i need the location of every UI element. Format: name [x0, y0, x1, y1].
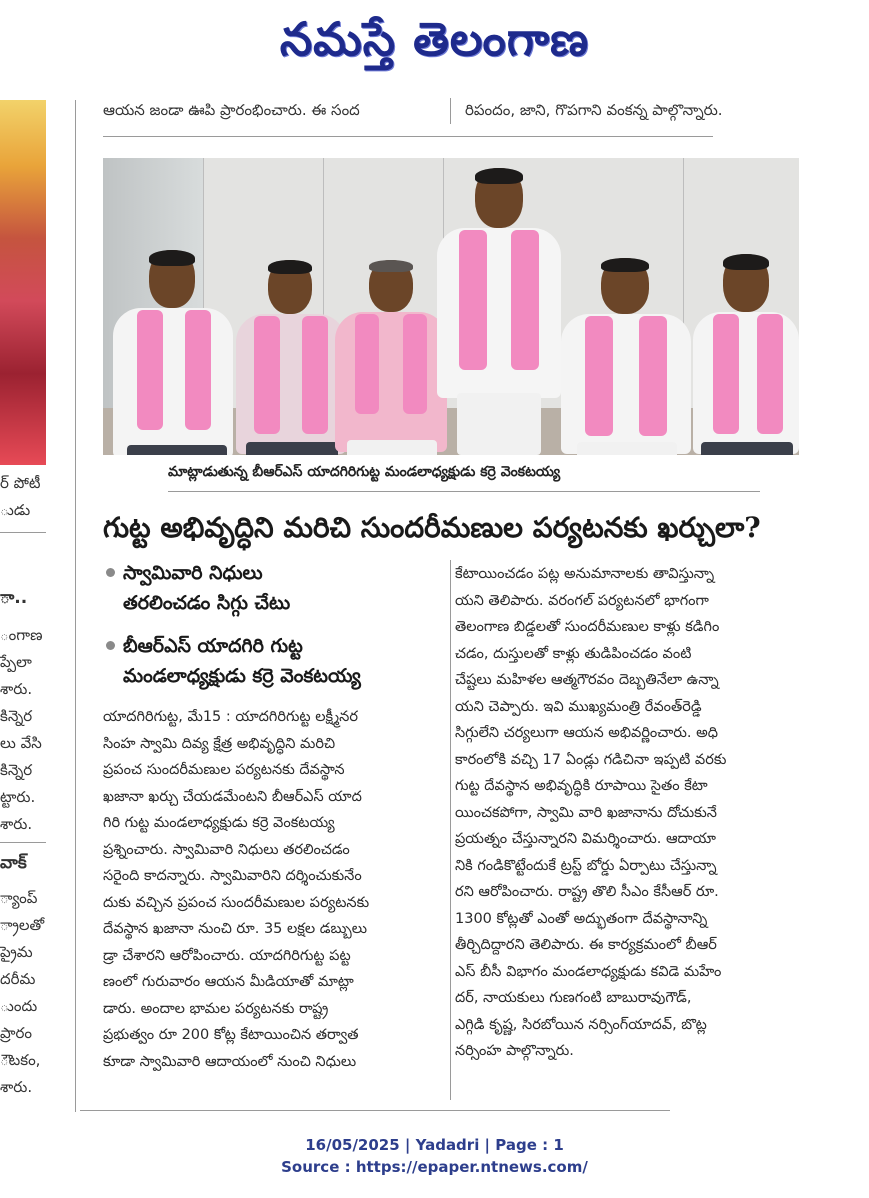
article-snippet-left: ఆయన జండా ఊపి ప్రారంభించారు. ఈ సంద: [103, 101, 360, 119]
body-line: యించకపోగా, స్వామి వారి ఖజానాను దోచుకునే: [455, 804, 717, 821]
left-column-text: శారు.: [0, 680, 33, 698]
bullet-dot: [106, 568, 115, 577]
footer-source-line: Source : https://epaper.ntnews.com/: [281, 1158, 588, 1176]
left-column-divider: [0, 532, 46, 533]
body-line: సిగ్గులేని చర్యలుగా ఆయన అభివర్ణించారు. అధి: [455, 725, 718, 741]
subhead-line: మండలాధ్యక్షుడు కర్రె వెంకటయ్య: [123, 665, 361, 687]
body-line: తెలంగాణ బిడ్డలతో సుందరీమణుల కాళ్లు కడిగిం: [455, 619, 720, 635]
subhead-line: తరలించడం సిగ్గు చేటు: [123, 592, 291, 614]
left-column-text: శారు.: [0, 1078, 33, 1096]
body-line: ఎస్ బీసీ విభాగం మండలాధ్యక్షుడు కవిడె మహేం: [455, 963, 722, 980]
body-line: ప్రశ్నించారు. స్వామివారి నిధులు తరలించడం: [103, 841, 350, 858]
body-line: 1300 కోట్లతో ఎంతో అద్భుతంగా దేవస్థానాన్ని: [455, 910, 708, 927]
left-column-text: ంగాణ: [0, 626, 43, 644]
left-column-heading: ా..: [0, 588, 28, 608]
body-line: కారంలోకి వచ్చి 17 ఏండ్లు గడిచినా ఇప్పటి వరకు: [455, 751, 727, 768]
body-line: నర్సింహ పాల్గొన్నారు.: [455, 1043, 574, 1059]
left-column-text: ప్పేలా: [0, 653, 32, 671]
footer-date-line: 16/05/2025 | Yadadri | Page : 1: [305, 1136, 564, 1154]
body-line: ఎగ్గిడి కృష్ణ, సిరబోయిన నర్సింగ్‌యాదవ్, బొట్ల: [455, 1016, 707, 1033]
body-line: చడం, దుస్తులతో కాళ్లు తుడిపించడం వంటి: [455, 645, 692, 662]
left-column-text: ప్రైమ: [0, 943, 33, 961]
article-headline: గుట్ట అభివృద్ధిని మరిచి సుందరీమణుల పర్యటనకు ఖర్చులా?: [103, 511, 761, 544]
left-column-text: లు వేసి: [0, 734, 42, 752]
subhead-line: బీఆర్ఎస్ యాదగిరి గుట్ట: [123, 635, 303, 657]
section-divider: [103, 136, 713, 137]
left-column-text: కిన్నెర: [0, 761, 33, 779]
left-column-text: ప్రారం: [0, 1024, 32, 1042]
subhead-bullet: [123, 631, 453, 691]
body-line: చేష్టలు మహిళల ఆత్మగౌరవం దెబ్బతినేలా ఉన్నా: [455, 672, 719, 688]
left-column-text: శారు.: [0, 815, 33, 833]
body-line: దుకు వచ్చిన ప్రపంచ సుందరీమణుల పర్యటనకు: [103, 894, 370, 911]
column-divider: [450, 560, 451, 1100]
left-column-text: ట్టారు.: [0, 788, 36, 806]
body-line: ప్రభుత్వం రూ 200 కోట్ల కేటాయించిన తర్వాత: [103, 1027, 359, 1043]
left-column-lines-a: [0, 622, 46, 838]
body-line: దేవస్థాన ఖజానా నుంచి రూ. 35 లక్షల డబ్బులు: [103, 921, 368, 937]
column-divider: [450, 98, 451, 124]
left-column-text: ్రాలతో: [0, 916, 45, 934]
body-line: ఖజానా ఖర్చు చేయడమేంటని బీఆర్ఎస్ యాద: [103, 788, 362, 805]
left-column-text: ర్ పోటీ: [0, 474, 41, 492]
body-line: సరైంది కాదన్నారు. స్వామివారిని దర్శించుకునేం: [103, 868, 362, 884]
left-column-lines-b: [0, 885, 46, 1101]
left-column-heading: వాక్: [0, 853, 27, 873]
body-line: ప్రయత్నం చేస్తున్నారని విమర్శించారు. ఆదాయా: [455, 831, 716, 847]
body-line: యాదగిరిగుట్ట, మే15 : యాదగిరిగుట్ట లక్ష్మీనర: [103, 709, 358, 725]
body-line: డారు. అందాల భామల పర్యటనకు రాష్ట్ర: [103, 1000, 329, 1017]
body-line: నికి గండికొట్టేందుకే ట్రస్ట్ బోర్డు ఏర్పాటు చేస్తున్నా: [455, 857, 717, 874]
article-body-left: [103, 704, 443, 1075]
body-line: సింహ స్వామి దివ్య క్షేత్ర అభివృద్ధిని మరిచి: [103, 735, 336, 752]
left-column-text: ుందు: [0, 997, 38, 1015]
caption-divider: [168, 491, 760, 492]
left-column-photo: [0, 100, 46, 465]
article-body-right: [455, 561, 800, 1065]
body-line: రని ఆరోపించారు. రాష్ట్ర తొలి సీఎం కేసీఆర్ రూ.: [455, 884, 719, 900]
left-column-divider: [0, 842, 46, 843]
subhead-bullet: [123, 558, 443, 618]
body-line: ణంలో గురువారం ఆయన మీడియాతో మాట్లా: [103, 974, 354, 990]
subhead-line: స్వామివారి నిధులు: [123, 562, 263, 584]
body-line: కూడా స్వామివారి ఆదాయంలో నుంచి నిధులు: [103, 1053, 357, 1070]
left-column-text: ుడు: [0, 501, 31, 519]
body-line: యని చెప్పారు. ఇవి ముఖ్యమంత్రి రేవంత్‌రెడ్డి: [455, 698, 702, 715]
body-line: కేటాయించడం పట్ల అనుమానాలకు తావిస్తున్నా: [455, 566, 715, 582]
left-column-text: దరీమ: [0, 970, 36, 988]
newspaper-masthead: నమస్తే తెలంగాణ: [279, 12, 590, 66]
news-photo: [103, 158, 799, 455]
body-line: తీర్చిదిద్దారని తెలిపారు. ఈ కార్యక్రమంలో బీఆర్: [455, 937, 717, 953]
left-column-text: ్యాంప్: [0, 889, 38, 907]
left-column-text: కిన్నెర: [0, 707, 33, 725]
section-divider: [80, 1110, 670, 1111]
body-line: దర్, నాయకులు గుణగంటి బాబురావుగౌడ్,: [455, 990, 692, 1006]
body-line: ప్రపంచ సుందరీమణుల పర్యటనకు దేవస్థాన: [103, 762, 345, 778]
body-line: గిరి గుట్ట మండలాధ్యక్షుడు కర్రె వెంకటయ్య: [103, 815, 335, 831]
body-line: గుట్ట దేవస్థాన అభివృద్ధికి రూపాయి సైతం కేటా: [455, 778, 708, 794]
photo-caption: మాట్లాడుతున్న బీఆర్ఎస్ యాదగిరిగుట్ట మండలాధ్యక్షుడు కర్రె వెంకటయ్య: [168, 464, 561, 480]
column-divider: [75, 100, 76, 1112]
left-column-text: ౌటకం,: [0, 1051, 41, 1069]
bullet-dot: [106, 641, 115, 650]
body-line: డ్రా చేశారని ఆరోపించారు. యాదగిరిగుట్ట పట్ట: [103, 947, 351, 964]
article-snippet-right: రిపందం, జాని, గొపగాని వంకన్న పాల్గొన్నారు.: [465, 101, 723, 119]
body-line: యని తెలిపారు. వరంగల్ పర్యటనలో భాగంగా: [455, 592, 709, 609]
